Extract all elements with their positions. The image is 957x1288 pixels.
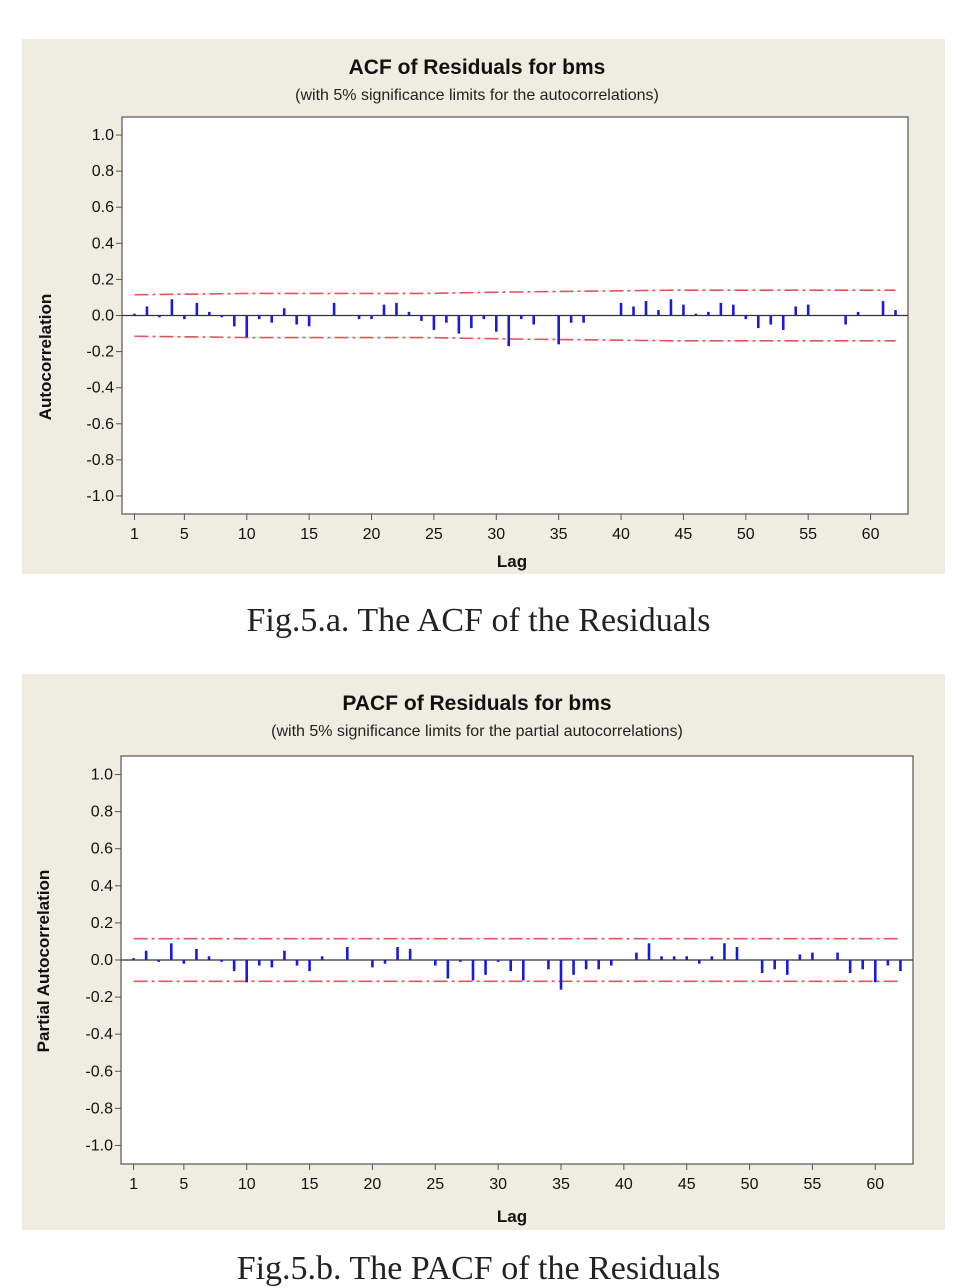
acf-x-tick-label: 1 xyxy=(130,526,139,543)
acf-x-tick-label: 5 xyxy=(179,526,189,543)
acf-y-tick-label: 0.6 xyxy=(91,199,114,217)
pacf-x-tick-label: 1 xyxy=(129,1176,139,1193)
acf-y-tick-label: -0.8 xyxy=(86,451,114,469)
acf-y-tick-label: -0.4 xyxy=(86,379,114,397)
acf-x-axis-label: Lag xyxy=(496,552,528,571)
pacf-x-tick-label: 50 xyxy=(740,1176,759,1193)
pacf-y-tick-label: 0.6 xyxy=(90,840,113,858)
acf-x-tick-label: 50 xyxy=(736,526,755,543)
acf-x-tick-label: 55 xyxy=(799,526,818,543)
acf-y-tick-label: 0.0 xyxy=(91,307,114,325)
pacf-chart-subtitle: (with 5% significance limits for the partial autocorrelations) xyxy=(271,723,683,740)
pacf-chart xyxy=(22,674,945,1230)
acf-y-tick-label: 0.8 xyxy=(91,163,114,181)
pacf-x-tick-label: 20 xyxy=(363,1176,382,1193)
pacf-y-tick-label: -1.0 xyxy=(85,1137,113,1155)
acf-chart xyxy=(22,39,945,574)
acf-x-tick-label: 60 xyxy=(861,526,880,543)
pacf-y-tick-label: 0.8 xyxy=(90,803,113,821)
acf-x-tick-label: 30 xyxy=(487,526,506,543)
acf-chart-panel xyxy=(22,39,945,574)
pacf-x-tick-label: 15 xyxy=(300,1176,319,1193)
acf-y-tick-label: 0.2 xyxy=(91,271,114,289)
acf-chart-title: ACF of Residuals for bms xyxy=(348,56,606,79)
acf-x-tick-label: 35 xyxy=(549,526,568,543)
pacf-y-tick-label: -0.4 xyxy=(85,1026,113,1044)
pacf-y-tick-label: 0.2 xyxy=(90,914,113,932)
pacf-x-tick-label: 45 xyxy=(677,1176,696,1193)
acf-x-tick-label: 45 xyxy=(674,526,693,543)
acf-y-tick-label: 0.4 xyxy=(91,235,114,253)
pacf-x-tick-label: 40 xyxy=(614,1176,633,1193)
pacf-x-tick-label: 5 xyxy=(179,1176,189,1193)
acf-x-tick-label: 20 xyxy=(362,526,381,543)
acf-y-tick-label: -1.0 xyxy=(86,487,114,505)
pacf-chart-title: PACF of Residuals for bms xyxy=(342,692,612,715)
acf-figure-caption: Fig.5.a. The ACF of the Residuals xyxy=(246,602,711,639)
pacf-y-tick-label: 0.4 xyxy=(90,877,113,895)
pacf-y-tick-label: 0.0 xyxy=(90,952,113,969)
pacf-x-axis-label: Lag xyxy=(496,1207,528,1226)
acf-x-tick-label: 25 xyxy=(425,526,443,543)
acf-chart-subtitle: (with 5% significance limits for the autocorrelations) xyxy=(295,87,659,104)
pacf-x-tick-label: 35 xyxy=(552,1176,570,1193)
acf-y-tick-label: -0.2 xyxy=(86,343,114,361)
acf-x-tick-label: 40 xyxy=(612,526,630,543)
pacf-y-tick-label: -0.6 xyxy=(85,1063,113,1081)
pacf-x-tick-label: 10 xyxy=(237,1176,256,1193)
pacf-y-tick-label: -0.2 xyxy=(85,989,113,1007)
pacf-x-tick-label: 30 xyxy=(489,1176,508,1193)
pacf-x-tick-label: 60 xyxy=(866,1176,885,1193)
acf-x-tick-label: 10 xyxy=(237,526,256,543)
acf-y-axis-label: Autocorrelation xyxy=(36,293,55,421)
acf-y-tick-label: 1.0 xyxy=(91,127,114,145)
pacf-y-tick-label: -0.8 xyxy=(85,1100,113,1118)
pacf-x-tick-label: 25 xyxy=(426,1176,445,1193)
pacf-y-tick-label: 1.0 xyxy=(90,766,113,784)
pacf-chart-panel xyxy=(22,674,945,1230)
acf-x-tick-label: 15 xyxy=(300,526,319,543)
pacf-y-axis-label: Partial Autocorrelation xyxy=(34,869,53,1053)
acf-y-tick-label: -0.6 xyxy=(86,415,114,433)
pacf-x-tick-label: 55 xyxy=(803,1176,822,1193)
pacf-figure-caption: Fig.5.b. The PACF of the Residuals xyxy=(236,1250,721,1287)
